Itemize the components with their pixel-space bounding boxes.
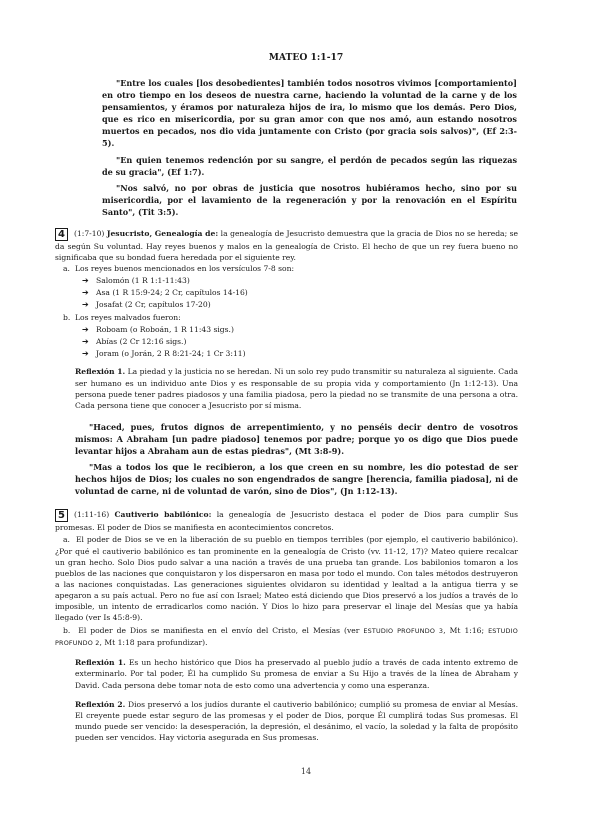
- section-ref: (1:11-16): [74, 510, 110, 520]
- section-5-intro: [55, 509, 518, 533]
- item-text: El poder de Dios se manifiesta en el envío del Cristo, el Mesías (ver: [78, 626, 360, 636]
- reflection-text: Es un hecho histórico que Dios ha preservado al pueblo judío a través de cada intento extremo de exterminarlo. Por tal poder, Él ha cumplido Su promesa de enviar a Su Hijo a través de la línea de Abraham y David. Cada persona debe tomar nota de esto como una advertencia y como una esperanza.: [75, 658, 518, 690]
- list-item-text: Roboam (o Roboán, 1 R 11:43 sigs.): [96, 325, 234, 335]
- section-4-quotes: [75, 421, 518, 498]
- section-heading: Jesucristo, Genealogía de:: [106, 229, 219, 239]
- section-5: [55, 509, 518, 743]
- list-item-text: Abías (2 Cr 12:16 sigs.): [96, 337, 187, 347]
- item-text: Los reyes malvados fueron:: [75, 313, 181, 323]
- cross-reference: ESTUDIO PROFUNDO 2: [55, 627, 518, 648]
- page-title: MATEO 1:1-17: [268, 52, 344, 63]
- list-item: [82, 287, 518, 299]
- section-number-box: 4: [55, 228, 68, 241]
- section-intro-text: la genealogía de Jesucristo destaca el poder de Dios para cumplir Sus promesas. El poder de Dios se manifiesta en acontecimientos concretos.: [55, 510, 518, 533]
- sub-item-a: [55, 534, 518, 623]
- item-letter: b.: [63, 626, 71, 636]
- quote-mt-3-8-9: "Haced, pues, frutos dignos de arrepentimiento, y no penséis decir dentro de vosotros mismos: A Abraham [un padre piadoso] tenemos por padre; porque yo os digo que Dios puede levantar hijos a Abraham aun de estas piedras", (Mt 3:8-9).: [75, 421, 518, 456]
- arrow-right-icon: ➔: [82, 325, 89, 335]
- reflection-2: [75, 699, 518, 743]
- item-text: El poder de Dios se ve en la liberación de su pueblo en tiempos terribles (por ejemplo, el cautiverio babilónico). ¿Por qué el cautiverio babilónico es tan prominente en la genealogía de Cristo (vv. 11-12, 17)? Mateo quiere recalcar un gran hecho. Solo Dios pudo salvar a una nación a través de una prueba tan grande. Los babilonios tomaron a los pueblos de las naciones que conquistaron y los dispersaron en masa por todo el mundo. Con tales métodos destruyeron a las naciones conquistadas. Las generaciones siguientes olvidaron su identidad y lealtad a la antigua tierra y se apegaron a su país actual. Pero no fue así con Israel; Mateo está diciendo que Dios preservó a los judíos a través de lo imposible, un intento de erradicarlos como nación. Y Dios lo hizo para preservar el linaje del Mesías que ya había llegado (ver Is 45:8-9).: [55, 535, 519, 623]
- arrow-right-icon: ➔: [82, 300, 89, 310]
- arrow-right-icon: ➔: [82, 276, 89, 286]
- sub-item-b: [55, 625, 518, 649]
- list-item: [82, 299, 518, 311]
- quote-ef-1-7: "En quien tenemos redención por su sangre, el perdón de pecados según las riquezas de su gracia", (Ef 1:7).: [102, 154, 517, 177]
- list-item: [82, 275, 518, 287]
- item-text: , Mt 1:18 para profundizar).: [99, 638, 208, 648]
- reflection-text: Dios preservó a los judíos durante el cautiverio babilónico; cumplió su promesa de enviar al Mesías. El creyente puede estar seguro de las promesas y el poder de Dios, porque Él cumplirá todas Sus promesas. El mundo puede ser vencido: la desesperación, la depresión, el desánimo, el vacío, la soledad y la falta de propósito pueden ser vencidos. Hay victoria asegurada en Sus promesas.: [75, 699, 518, 742]
- list-item: [82, 336, 518, 348]
- cross-reference: ESTUDIO PROFUNDO 3: [363, 627, 444, 636]
- section-intro-text: la genealogía de Jesucristo demuestra que la gracia de Dios no se hereda; se da según Su voluntad. Hay reyes buenos y malos en la genealogía de Cristo. El hecho de que un rey fuera bueno no significaba que su bondad fuera heredada por el siguiente rey.: [55, 229, 519, 263]
- page-number: 14: [300, 767, 312, 777]
- sub-item-b: [55, 312, 518, 323]
- reflection-text: La piedad y la justicia no se heredan. Ni un solo rey pudo transmitir su naturaleza al siguiente. Cada ser humano es un individuo ante Dios y es responsable de su propia vida y comportamiento (Jn 1:12-13). Una persona puede tener padres piadosos y una familia piadosa, pero la piedad no se transmite de una persona a otra. Cada persona tiene que conocer a Jesucristo por sí misma.: [75, 367, 518, 410]
- reflection-1: [75, 657, 518, 690]
- item-text: Los reyes buenos mencionados en los versículos 7-8 son:: [75, 264, 295, 274]
- section-number-box: 5: [55, 509, 68, 522]
- item-letter: a.: [63, 264, 70, 274]
- top-quotes: [102, 77, 517, 218]
- arrow-right-icon: ➔: [82, 349, 89, 359]
- quote-jn-1-12-13: "Mas a todos los que le recibieron, a los que creen en su nombre, les dio potestad de ser hechos hijos de Dios; los cuales no son engendrados de sangre [herencia, familia piadosa], ni de voluntad de carne, ni de voluntad de varón, sino de Dios", (Jn 1:12-13).: [75, 462, 518, 497]
- reflection-1: [75, 366, 518, 410]
- list-item: [82, 348, 518, 360]
- quote-ef-2-3-5: "Entre los cuales [los desobedientes] también todos nosotros vivimos [comportamiento] en otro tiempo en los deseos de nuestra carne, haciendo la voluntad de la carne y de los pensamientos, y éramos por naturaleza hijos de ira, lo mismo que los demás. Pero Dios, que es rico en misericordia, por su gran amor con que nos amó, aun estando nosotros muertos en pecados, nos dio vida juntamente con Cristo (por gracia sois salvos)", (Ef 2:3-5).: [102, 78, 517, 149]
- section-4-intro: [55, 228, 518, 263]
- arrow-right-icon: ➔: [82, 337, 89, 347]
- arrow-right-icon: ➔: [82, 288, 89, 298]
- section-ref: (1:7-10): [74, 229, 105, 239]
- quote-tit-3-5: "Nos salvó, no por obras de justicia que nosotros hubiéramos hecho, sino por su misericordia, por el lavamiento de la regeneración y por la renovación en el Espíritu Santo", (Tit 3:5).: [102, 182, 517, 217]
- list-item-text: Asa (1 R 15:9-24; 2 Cr, capítulos 14-16): [96, 288, 248, 298]
- reflection-label: Reflexión 1.: [75, 367, 126, 377]
- section-heading: Cautiverio babilónico:: [114, 510, 212, 520]
- list-item-text: Salomón (1 R 1:1-11:43): [96, 276, 190, 286]
- sub-item-a: [55, 263, 518, 274]
- evil-kings-list: [55, 324, 518, 360]
- good-kings-list: [55, 275, 518, 311]
- item-letter: b.: [63, 313, 71, 323]
- section-4: [55, 228, 518, 411]
- list-item-text: Joram (o Jorán, 2 R 8:21-24; 1 Cr 3:11): [96, 349, 246, 359]
- item-text: , Mt 1:16;: [443, 626, 485, 636]
- list-item-text: Josafat (2 Cr, capítulos 17-20): [96, 300, 211, 310]
- reflection-label: Reflexión 1.: [75, 658, 126, 668]
- item-letter: a.: [63, 535, 70, 545]
- list-item: [82, 324, 518, 336]
- reflection-label: Reflexión 2.: [75, 699, 126, 709]
